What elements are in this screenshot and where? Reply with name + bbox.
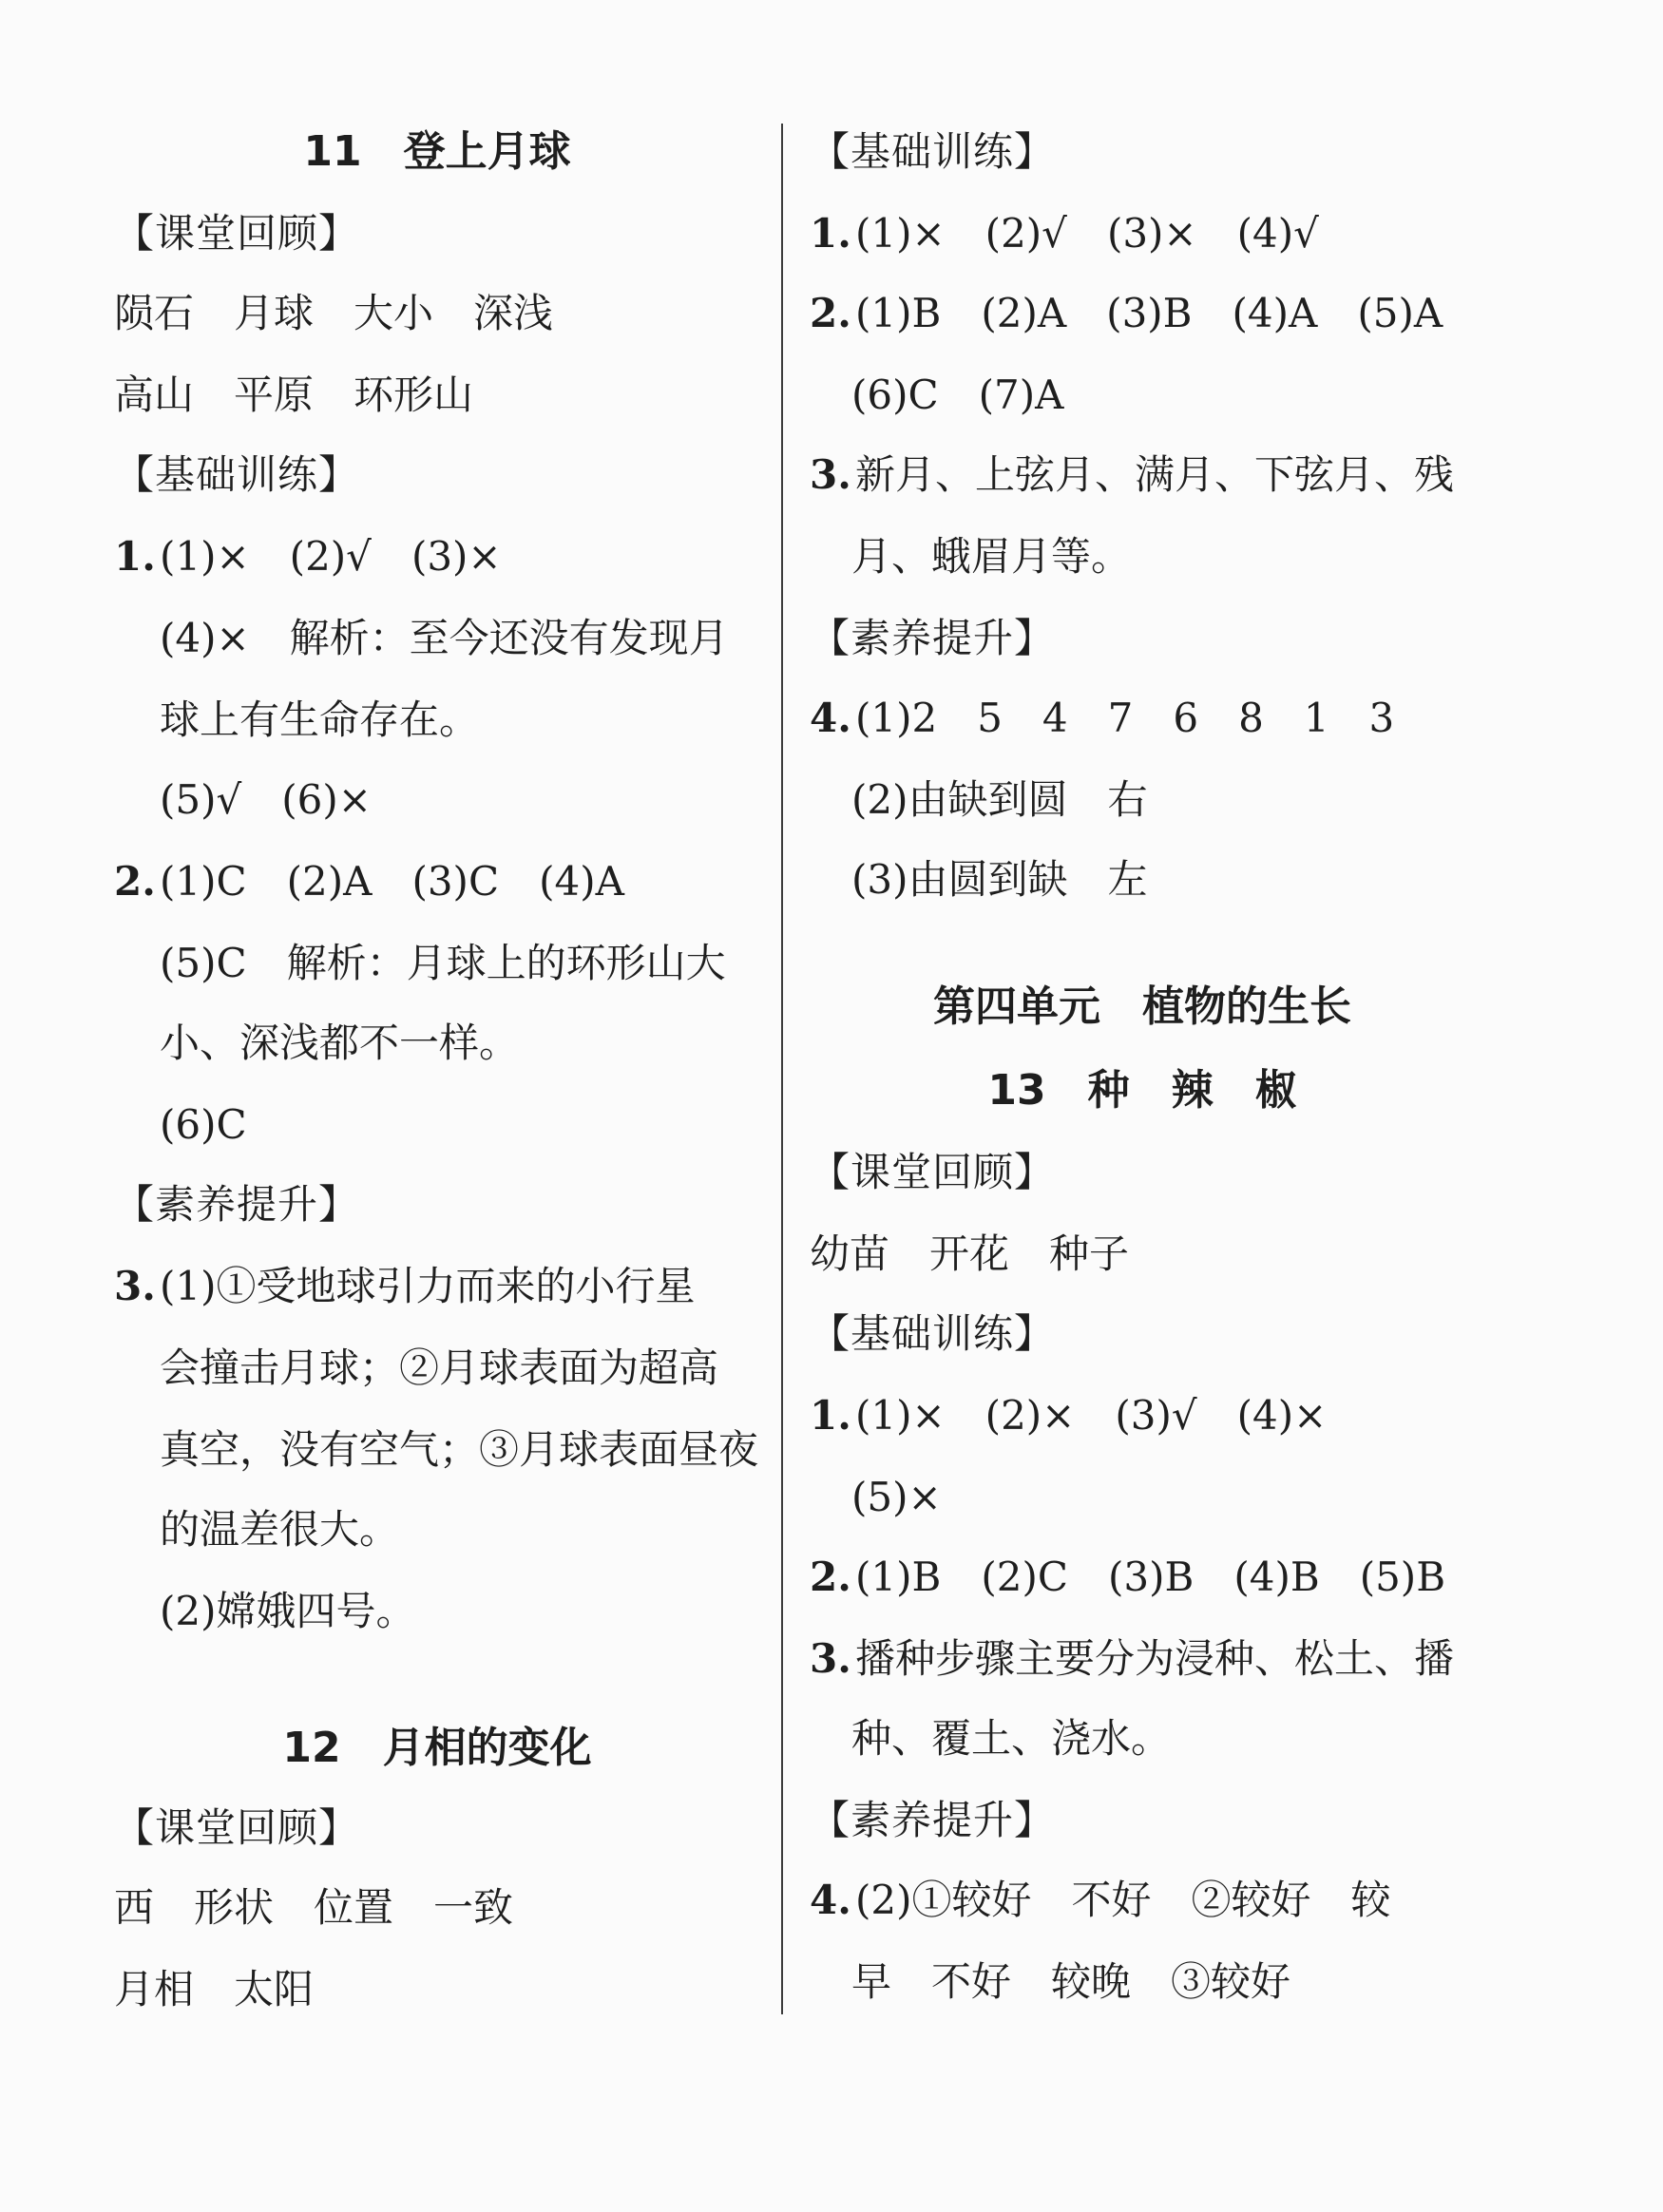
- question-3-line: [114, 1260, 696, 1313]
- column-divider: [781, 124, 783, 2014]
- answer-text: (1)× (2)√ (3)× (4)√: [855, 210, 1319, 257]
- lesson-11-title: 11 登上月球: [303, 127, 571, 176]
- question-number: 3.: [114, 1263, 156, 1309]
- answer-line: (2)由缺到圆 右: [851, 776, 1148, 823]
- review-answers-line: 西 形状 位置 一致: [114, 1884, 514, 1931]
- question-2-line: [114, 855, 624, 908]
- answer-line: (4)× 解析：至今还没有发现月: [160, 615, 729, 661]
- answer-text: (1)× (2)× (3)√ (4)×: [855, 1392, 1328, 1439]
- question-1-line: [114, 530, 502, 583]
- lesson-13-title: 13 种 辣 椒: [987, 1066, 1297, 1115]
- answer-line: 的温差很大。: [160, 1506, 400, 1553]
- answer-line: (5)√ (6)×: [160, 776, 372, 823]
- question-number: 1.: [810, 210, 851, 257]
- answer-line: 种、覆土、浇水。: [851, 1715, 1172, 1762]
- review-header: 【课堂回顾】: [114, 210, 360, 257]
- answer-line: 球上有生命存在。: [160, 696, 480, 743]
- basic-training-header: 【基础训练】: [810, 1310, 1056, 1357]
- answer-line: 会撞击月球；②月球表面为超高: [160, 1344, 719, 1391]
- question-4-line: [810, 692, 1394, 745]
- question-number: 3.: [810, 1635, 851, 1682]
- answer-line: (2)嫦娥四号。: [160, 1588, 416, 1634]
- literacy-header: 【素养提升】: [114, 1181, 360, 1228]
- question-1-line: [810, 207, 1319, 260]
- answer-line: 月、蛾眉月等。: [851, 533, 1132, 580]
- answer-line: (5)×: [851, 1474, 942, 1520]
- answer-text: (1)B (2)C (3)B (4)B (5)B: [855, 1554, 1446, 1600]
- answer-line: 早 不好 较晚 ③较好: [851, 1958, 1291, 2005]
- literacy-header: 【素养提升】: [810, 1797, 1056, 1843]
- question-number: 1.: [810, 1392, 851, 1439]
- basic-training-header: 【基础训练】: [810, 128, 1056, 175]
- question-number: 2.: [810, 1554, 851, 1600]
- question-4-line: [810, 1874, 1391, 1927]
- question-2-line: [810, 1551, 1445, 1604]
- answer-line: (3)由圆到缺 左: [851, 856, 1148, 903]
- answer-text: (1)2 5 4 7 6 8 1 3: [855, 695, 1395, 741]
- answer-text: (1)①受地球引力而来的小行星: [160, 1263, 696, 1309]
- review-answers-line: 陨石 月球 大小 深浅: [114, 290, 554, 336]
- question-2-line: [810, 287, 1443, 340]
- question-number: 2.: [810, 290, 851, 336]
- review-header: 【课堂回顾】: [114, 1804, 360, 1851]
- answer-text: 播种步骤主要分为浸种、松土、播: [855, 1635, 1455, 1682]
- answer-text: 新月、上弦月、满月、下弦月、残: [855, 451, 1455, 498]
- lesson-12-title: 12 月相的变化: [282, 1724, 592, 1772]
- answer-line: (6)C (7)A: [851, 372, 1064, 418]
- question-number: 1.: [114, 533, 156, 580]
- question-1-line: [810, 1389, 1327, 1442]
- unit-4-title: 第四单元 植物的生长: [933, 982, 1351, 1031]
- review-answers-line: 幼苗 开花 种子: [810, 1230, 1130, 1277]
- answer-line: (6)C: [160, 1101, 247, 1148]
- answer-line: 小、深浅都不一样。: [160, 1020, 520, 1066]
- question-number: 2.: [114, 858, 156, 905]
- review-answers-line: 高山 平原 环形山: [114, 372, 474, 418]
- question-number: 4.: [810, 1877, 851, 1923]
- answer-line: 真空，没有空气；③月球表面昼夜: [160, 1426, 759, 1473]
- answer-text: (1)B (2)A (3)B (4)A (5)A: [855, 290, 1443, 336]
- answer-text: (1)× (2)√ (3)×: [160, 533, 502, 580]
- basic-training-header: 【基础训练】: [114, 451, 360, 498]
- question-number: 3.: [810, 451, 851, 498]
- review-answers-line: 月相 太阳: [114, 1966, 315, 2012]
- review-header: 【课堂回顾】: [810, 1149, 1056, 1195]
- literacy-header: 【素养提升】: [810, 615, 1056, 661]
- question-3-line: [810, 1632, 1454, 1686]
- answer-text: (2)①较好 不好 ②较好 较: [855, 1877, 1391, 1923]
- question-3-line: [810, 448, 1454, 502]
- answer-text: (1)C (2)A (3)C (4)A: [160, 858, 624, 905]
- answer-line: (5)C 解析：月球上的环形山大: [160, 940, 726, 986]
- question-number: 4.: [810, 695, 851, 741]
